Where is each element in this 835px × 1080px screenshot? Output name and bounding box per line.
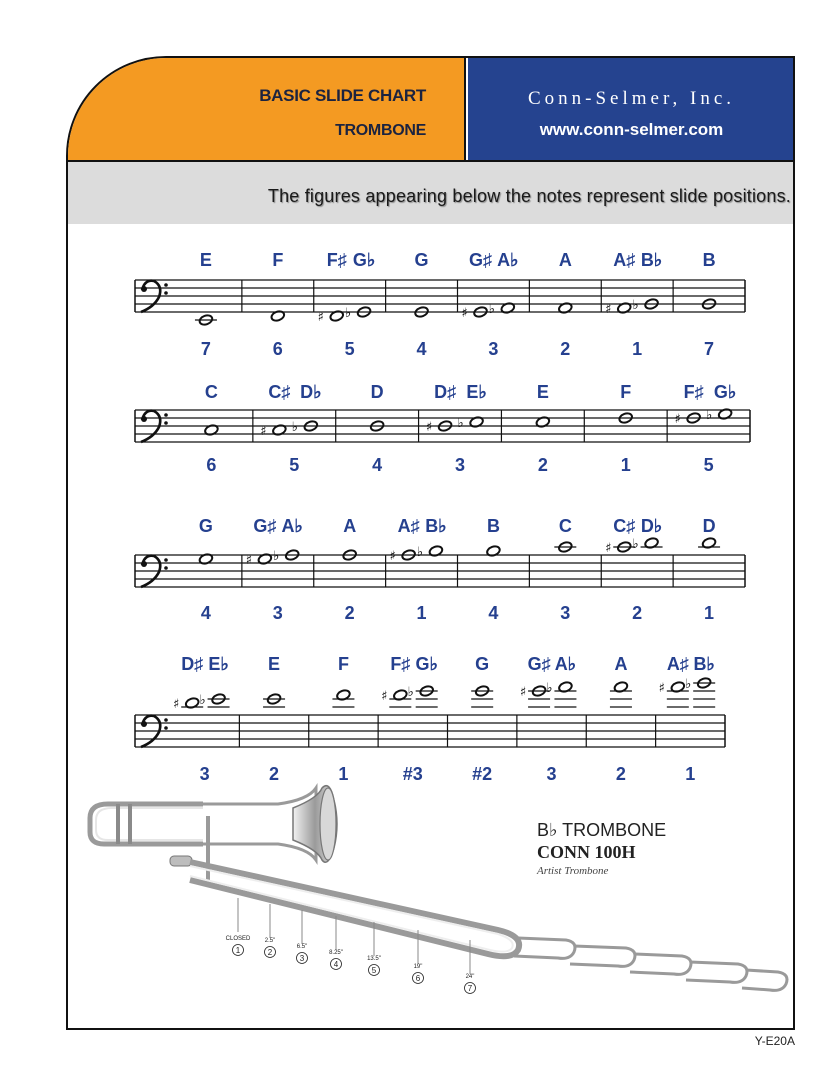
note-name-label: A♯	[666, 654, 689, 674]
note-name-label: D	[370, 382, 384, 402]
note-name-label: B	[486, 516, 500, 536]
note-name-label: G♯	[468, 250, 493, 270]
note-name-label: F♯	[683, 382, 704, 402]
slide-position-number: 3	[454, 455, 466, 475]
slide-position-number: 2	[537, 455, 548, 475]
note-name-label: B♭	[640, 250, 663, 270]
slide-position-number: 3	[488, 339, 499, 359]
flat-icon: ♭	[457, 416, 464, 431]
note-name-label: F♯	[390, 654, 411, 674]
slide-position-number: 1	[632, 339, 643, 359]
note-name-label: C♯	[613, 516, 636, 536]
slide-marker-2	[265, 904, 276, 958]
note-name-label: A♯	[397, 516, 420, 536]
sharp-icon: ♯	[381, 689, 388, 704]
sharp-icon: ♯	[605, 302, 612, 317]
intro-text: The figures appearing below the notes represent slide positions.	[267, 186, 791, 206]
note-name-label: D♭	[640, 516, 663, 536]
sharp-icon: ♯	[317, 310, 324, 325]
slide-marker-1	[226, 898, 251, 956]
instrument-description: Artist Trombone	[537, 865, 609, 877]
slide-position-number: 5	[289, 455, 300, 475]
flat-icon: ♭	[685, 677, 692, 692]
staff-row-4	[135, 654, 725, 784]
note-name-label: E♭	[208, 654, 229, 674]
slide-position-number: 3	[546, 764, 557, 784]
slide-position-number: 4	[372, 455, 383, 475]
note-name-label: F♯	[326, 250, 347, 270]
slide-position-number: 5	[344, 339, 355, 359]
marker-number: 5	[371, 966, 377, 975]
slide-position-number: #3	[402, 764, 423, 784]
sharp-icon: ♯	[260, 424, 267, 439]
flat-icon: ♭	[546, 681, 553, 696]
slide-position-number: 3	[199, 764, 210, 784]
staff-row-3	[135, 516, 745, 623]
slide-markers	[226, 898, 476, 994]
note-name-label: D♯	[434, 382, 457, 402]
note-name-label: F	[620, 382, 632, 402]
flat-icon: ♭	[407, 685, 414, 700]
slide-position-number: 1	[620, 455, 631, 475]
slide-position-number: 2	[615, 764, 626, 784]
note-name-label: G♯	[527, 654, 551, 674]
slide-extension-ghosts	[514, 938, 787, 990]
slide-position-number: 7	[704, 339, 715, 359]
flat-icon: ♭	[416, 545, 424, 560]
sharp-icon: ♯	[461, 306, 468, 321]
flat-icon: ♭	[488, 302, 495, 317]
sharp-icon: ♯	[674, 412, 681, 427]
note-name-label: B♭	[425, 516, 447, 536]
chart-title: BASIC SLIDE CHART	[259, 86, 426, 105]
note-name-label: D♭	[300, 382, 322, 402]
trombone-illustration	[78, 780, 798, 1020]
marker-number: 7	[467, 984, 473, 993]
note-name-label: G♭	[713, 382, 737, 402]
brand-url: www.conn-selmer.com	[539, 120, 724, 139]
flat-icon: ♭	[291, 420, 298, 435]
note-name-label: D♯	[181, 654, 204, 674]
note-name-label: G	[475, 654, 490, 674]
slide-position-number: 4	[488, 603, 499, 623]
note-name-label: D	[702, 516, 716, 536]
note-name-label: F	[337, 654, 349, 674]
sharp-icon: ♯	[389, 549, 396, 564]
note-name-label: F	[272, 250, 284, 270]
note-name-label: A	[614, 654, 628, 674]
marker-number: 1	[235, 946, 241, 955]
slide-position-number: 4	[416, 339, 427, 359]
slide-marker-3	[297, 910, 308, 964]
note-name-label: B♭	[693, 654, 715, 674]
chart-subtitle: TROMBONE	[335, 122, 426, 139]
tuning-slide-icon	[90, 804, 203, 844]
sharp-icon: ♯	[658, 681, 665, 696]
marker-distance-label: 13.5"	[367, 956, 381, 962]
note-name-label: E	[268, 654, 281, 674]
slide-position-number: 2	[344, 603, 355, 623]
note-name-label: A♯	[613, 250, 636, 270]
note-name-label: C♯	[268, 382, 291, 402]
marker-distance-label: 6.5"	[296, 944, 308, 950]
staff-row-1	[135, 250, 745, 359]
mouthpiece-icon	[170, 856, 192, 866]
marker-distance-label: CLOSED	[225, 936, 251, 942]
flat-icon: ♭	[273, 549, 280, 564]
flat-icon: ♭	[632, 537, 639, 552]
note-name-label: C	[558, 516, 572, 536]
note-name-label: G	[198, 516, 213, 536]
note-name-label: G♭	[415, 654, 438, 674]
slide-position-number: 2	[269, 764, 280, 784]
slide-position-number: 1	[704, 603, 715, 623]
slide-position-number: 2	[632, 603, 643, 623]
slide-position-number: 4	[200, 603, 211, 623]
marker-number: 3	[299, 954, 305, 963]
note-name-label: E	[199, 250, 212, 270]
marker-number: 4	[333, 960, 339, 969]
slide-position-number: 6	[272, 339, 283, 359]
note-name-label: E	[536, 382, 549, 402]
slide-position-number: 1	[416, 603, 427, 623]
note-name-label: G	[414, 250, 429, 270]
note-name-label: B	[702, 250, 716, 270]
note-name-label: A♭	[497, 250, 519, 270]
slide-position-number: 5	[703, 455, 714, 475]
sharp-icon: ♯	[425, 420, 433, 435]
slide-marker-5	[367, 922, 381, 976]
instrument-model: CONN 100H	[537, 842, 636, 862]
note-name-label: A♭	[281, 516, 303, 536]
flat-icon: ♭	[344, 306, 352, 321]
instrument-key: B♭ TROMBONE	[537, 820, 667, 840]
marker-distance-label: 2.5"	[264, 938, 276, 944]
note-name-label: A	[558, 250, 572, 270]
document-code: Y-E20A	[754, 1034, 795, 1048]
note-name-label: G♭	[352, 250, 376, 270]
slide-position-number: 1	[338, 764, 349, 784]
note-name-label: E♭	[466, 382, 487, 402]
slide-position-number: #2	[472, 764, 493, 784]
slide-marker-4	[329, 916, 343, 970]
marker-distance-label: 19"	[413, 964, 423, 970]
marker-distance-label: 24"	[465, 974, 475, 980]
sharp-icon: ♯	[519, 685, 527, 700]
sharp-icon: ♯	[173, 697, 180, 712]
staff-row-2	[135, 382, 750, 475]
flat-icon: ♭	[199, 693, 206, 708]
note-name-label: C	[204, 382, 218, 402]
note-name-label: G♯	[253, 516, 277, 536]
slide-position-number: 1	[685, 764, 696, 784]
flat-icon: ♭	[706, 408, 713, 423]
slide-position-number: 6	[206, 455, 217, 475]
sharp-icon: ♯	[605, 541, 612, 556]
flat-icon: ♭	[632, 298, 639, 313]
brand-name: Conn-Selmer, Inc.	[527, 88, 736, 109]
marker-number: 2	[267, 948, 273, 957]
marker-number: 6	[415, 974, 421, 983]
sharp-icon: ♯	[245, 553, 253, 568]
slide-position-number: 3	[272, 603, 283, 623]
slide-position-number: 7	[200, 339, 211, 359]
marker-distance-label: 8.25"	[329, 950, 343, 956]
slide-position-number: 3	[560, 603, 571, 623]
note-name-label: A♭	[554, 654, 577, 674]
slide-position-number: 2	[560, 339, 571, 359]
note-name-label: A	[343, 516, 357, 536]
